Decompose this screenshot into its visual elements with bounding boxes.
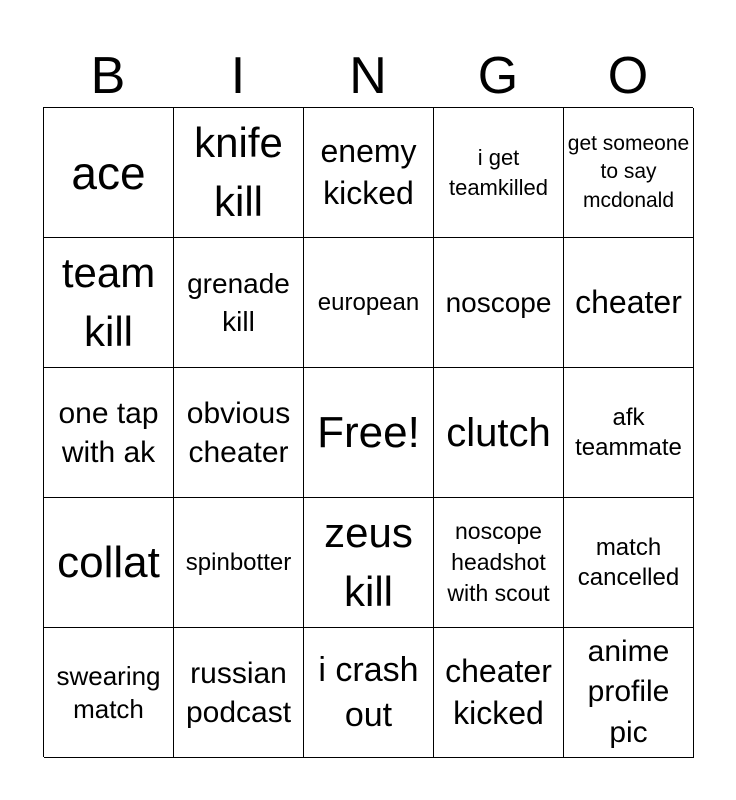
cell-text: clutch <box>446 410 551 455</box>
bingo-cell[interactable] <box>434 498 564 628</box>
bingo-cell[interactable] <box>564 108 694 238</box>
header-letter-n: N <box>349 47 387 105</box>
bingo-cell[interactable] <box>44 108 174 238</box>
cell-text: team kill <box>61 248 156 355</box>
bingo-cell[interactable] <box>564 368 694 498</box>
cell-text: anime profile pic <box>587 634 670 749</box>
bingo-cell[interactable] <box>174 108 304 238</box>
bingo-cell[interactable] <box>44 628 174 758</box>
cell-text: Free! <box>317 407 420 457</box>
bingo-header <box>43 44 693 108</box>
header-letter-o: O <box>607 47 649 105</box>
cell-text: match cancelled <box>577 533 680 591</box>
bingo-cell[interactable] <box>564 238 694 368</box>
bingo-cell[interactable] <box>174 368 304 498</box>
bingo-cell[interactable] <box>44 238 174 368</box>
cell-text: swearing match <box>56 661 161 724</box>
cell-text: one tap with ak <box>58 396 159 469</box>
bingo-cell[interactable] <box>564 498 694 628</box>
bingo-cell[interactable] <box>304 368 434 498</box>
cell-text: enemy kicked <box>320 132 417 211</box>
bingo-cell[interactable] <box>304 108 434 238</box>
header-letter-g: G <box>477 47 519 105</box>
cell-text: spinbotter <box>185 548 292 576</box>
header-letter-i: I <box>230 47 246 105</box>
bingo-cell[interactable] <box>174 238 304 368</box>
cell-text: knife kill <box>194 118 283 225</box>
bingo-cell[interactable] <box>304 628 434 758</box>
cell-text: cheater <box>575 283 682 320</box>
bingo-cell[interactable] <box>434 628 564 758</box>
cell-text: afk teammate <box>575 403 682 461</box>
cell-text: i crash out <box>318 651 419 734</box>
cell-text: grenade kill <box>187 267 290 337</box>
bingo-cell[interactable] <box>44 498 174 628</box>
cell-text: obvious cheater <box>186 396 291 469</box>
bingo-cell[interactable] <box>304 238 434 368</box>
cell-text: get someone to say mcdonald <box>567 131 690 212</box>
bingo-cell[interactable] <box>304 498 434 628</box>
bingo-cell[interactable] <box>434 368 564 498</box>
bingo-cell[interactable] <box>434 108 564 238</box>
bingo-cell[interactable] <box>564 628 694 758</box>
cell-text: european <box>317 288 420 316</box>
cell-text: noscope <box>445 286 552 318</box>
cell-text: zeus kill <box>324 508 413 615</box>
bingo-cell[interactable] <box>434 238 564 368</box>
cell-text: collat <box>57 537 160 587</box>
cell-text: noscope headshot with scout <box>447 517 550 607</box>
cell-text: i get teamkilled <box>448 144 549 200</box>
bingo-cell[interactable] <box>44 368 174 498</box>
cell-text: russian podcast <box>185 656 292 729</box>
cell-text: cheater kicked <box>445 652 552 731</box>
bingo-cell[interactable] <box>174 498 304 628</box>
cell-text: ace <box>71 146 146 199</box>
bingo-cell[interactable] <box>174 628 304 758</box>
header-letter-b: B <box>90 47 126 105</box>
bingo-grid <box>43 107 693 757</box>
